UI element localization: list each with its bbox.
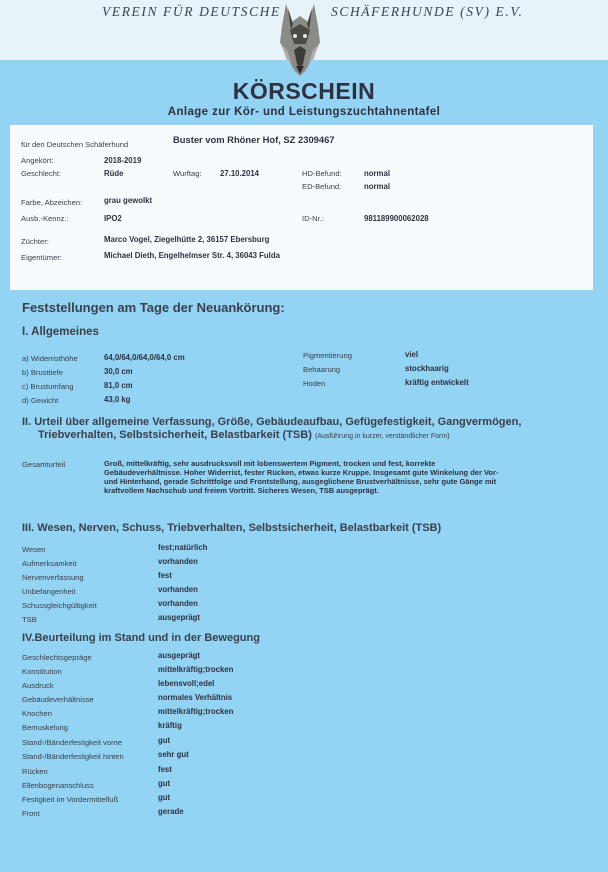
section2-title-text: Triebverhalten, Selbstsicherheit, Belastbarkeit (TSB) <box>38 429 312 441</box>
table-row-value: 81,0 cm <box>104 381 133 390</box>
table-row-label: Festigkeit im Vordermittelfuß <box>22 795 119 804</box>
table-row-label: d) Gewicht <box>22 396 59 405</box>
id-label: ID-Nr.: <box>302 214 324 223</box>
table-row-label: Schussgleichgültigkeit <box>22 601 97 610</box>
table-row-value: gut <box>158 793 171 802</box>
table-row-value: mittelkräftig;trocken <box>158 665 234 674</box>
hd-label: HD-Befund: <box>302 169 342 178</box>
table-row-value: fest;natürlich <box>158 543 208 552</box>
ausb-label: Ausb.-Kennz.: <box>21 214 69 223</box>
section2-title-line2 <box>38 429 450 441</box>
table-row-label: b) Brusttiefe <box>22 368 63 377</box>
angekoert-label: Angekört: <box>21 156 54 165</box>
gesamturteil-text <box>104 459 574 495</box>
table-row-value: 43,0 kg <box>104 395 131 404</box>
table-row-value: vorhanden <box>158 585 198 594</box>
section3-title: III. Wesen, Nerven, Schuss, Triebverhalten, Selbstsicherheit, Belastbarkeit (TSB) <box>22 522 442 534</box>
farbe-value: grau gewolkt <box>104 196 153 205</box>
table-row-value: gerade <box>158 807 184 816</box>
header-left-text: VEREIN FÜR DEUTSCHE <box>102 4 281 19</box>
gesamturteil-line: und Hinterhand, gerade Schrittfolge und Frontstellung, ausgeglichene Brustverhältnisse, sehr gute Gänge mit <box>104 477 497 486</box>
table-row-label: Konstitution <box>22 667 62 676</box>
table-row-value: 30,0 cm <box>104 367 133 376</box>
table-row-label: Hoden <box>303 379 326 388</box>
table-row-label: Front <box>22 809 40 818</box>
dog-info-box <box>10 125 593 290</box>
for-label: für den Deutschen Schäferhund <box>21 140 129 149</box>
table-row-value: ausgeprägt <box>158 613 201 622</box>
dog-name: Buster vom Rhöner Hof, SZ 2309467 <box>173 134 335 145</box>
table-row-label: Stand-/Bänderfestigkeit vorne <box>22 738 123 747</box>
table-row-value: 64,0/64,0/64,0/64,0 cm <box>104 353 185 362</box>
table-row-label: Geschlechtsgepräge <box>22 653 92 662</box>
document-title: KÖRSCHEIN <box>232 78 376 104</box>
table-row-label: Knochen <box>22 709 52 718</box>
table-row-label: Rücken <box>22 767 48 776</box>
table-row-value: vorhanden <box>158 557 198 566</box>
gesamturteil-line: kraftvollem Nachschub und freiem Vortritt. Sicheres Wesen, TSB ausgeprägt. <box>104 486 379 495</box>
table-row-value: stockhaarig <box>405 364 449 373</box>
table-row-value: normales Verhältnis <box>158 693 233 702</box>
gesamturteil-line: Groß, mittelkräftig, sehr ausdrucksvoll mit lobenswertem Pigment, trocken und fest, korrekte <box>104 459 436 468</box>
table-row-value: lebensvoll;edel <box>158 679 215 688</box>
table-row-label: Unbefangenheit <box>22 587 76 596</box>
wurftag-label: Wurftag: <box>173 169 202 178</box>
ed-value: normal <box>364 182 390 191</box>
table-row-label: Stand-/Bänderfestigkeit hinten <box>22 752 124 761</box>
table-row-value: kräftig <box>158 721 182 730</box>
table-row-label: Aufmerksamkeit <box>22 559 77 568</box>
table-row-label: Bemuskelung <box>22 723 69 732</box>
document-subtitle: Anlage zur Kör- und Leistungszuchtahnentafel <box>167 106 441 118</box>
table-row-label: Nervenverfassung <box>22 573 84 582</box>
gesamturteil-line: Gebäudeverhältnisse. Hoher Widerrist, fester Rücken, etwas kurze Kruppe. Insgesamt gute Winkelung der Vor- <box>104 468 499 477</box>
eigentuemer-value: Michael Dieth, Engelhelmser Str. 4, 36043 Fulda <box>104 251 280 260</box>
table-row-label: Gebäudeverhältnisse <box>22 695 94 704</box>
ausb-value: IPO2 <box>104 214 122 223</box>
header-right-text: SCHÄFERHUNDE (SV) E.V. <box>331 4 524 19</box>
gesamturteil-label: Gesamturteil <box>22 460 66 469</box>
table-row-label: Ausdruck <box>22 681 54 690</box>
table-row-value: gut <box>158 779 171 788</box>
angekoert-value: 2018-2019 <box>104 156 142 165</box>
table-row-value: fest <box>158 571 172 580</box>
hd-value: normal <box>364 169 390 178</box>
table-row-label: c) Brustumfang <box>22 382 74 391</box>
section2-title-line1: II. Urteil über allgemeine Verfassung, Größe, Gebäudeaufbau, Gefügefestigkeit, Gangvermögen, <box>22 416 522 428</box>
table-row-value: gut <box>158 736 171 745</box>
findings-title: Feststellungen am Tage der Neuankörung: <box>22 300 285 315</box>
section1-title: I. Allgemeines <box>22 326 99 338</box>
section2-title-note: (Ausführung in kurzer, verständlicher Form) <box>314 433 450 440</box>
section4-title: IV.Beurteilung im Stand und in der Bewegung <box>22 632 260 644</box>
table-row-label: Behaarung <box>303 365 341 374</box>
eigentuemer-label: Eigentümer: <box>21 253 62 262</box>
table-row-label: a) Widerristhöhe <box>22 354 78 363</box>
farbe-label: Farbe, Abzeichen: <box>21 198 83 207</box>
table-row-label: Wesen <box>22 545 46 554</box>
table-row-label: Ellenbogenanschluss <box>22 781 94 790</box>
table-row-value: mittelkräftig;trocken <box>158 707 234 716</box>
table-row-label: Pigmentierung <box>303 351 352 360</box>
table-row-value: vorhanden <box>158 599 198 608</box>
wurftag-value: 27.10.2014 <box>220 169 260 178</box>
table-row-label: TSB <box>22 615 37 624</box>
id-value: 981189900062028 <box>364 214 429 223</box>
table-row-value: fest <box>158 765 172 774</box>
geschlecht-label: Geschlecht: <box>21 169 62 178</box>
table-row-value: ausgeprägt <box>158 651 201 660</box>
shepherd-dog-head-logo <box>272 0 328 80</box>
zuechter-label: Züchter: <box>21 237 49 246</box>
zuechter-value: Marco Vogel, Ziegelhütte 2, 36157 Ebersburg <box>104 235 270 244</box>
table-row-value: sehr gut <box>158 750 189 759</box>
geschlecht-value: Rüde <box>104 169 124 178</box>
ed-label: ED-Befund: <box>302 182 342 191</box>
table-row-value: viel <box>405 350 419 359</box>
table-row-value: kräftig entwickelt <box>405 378 469 387</box>
